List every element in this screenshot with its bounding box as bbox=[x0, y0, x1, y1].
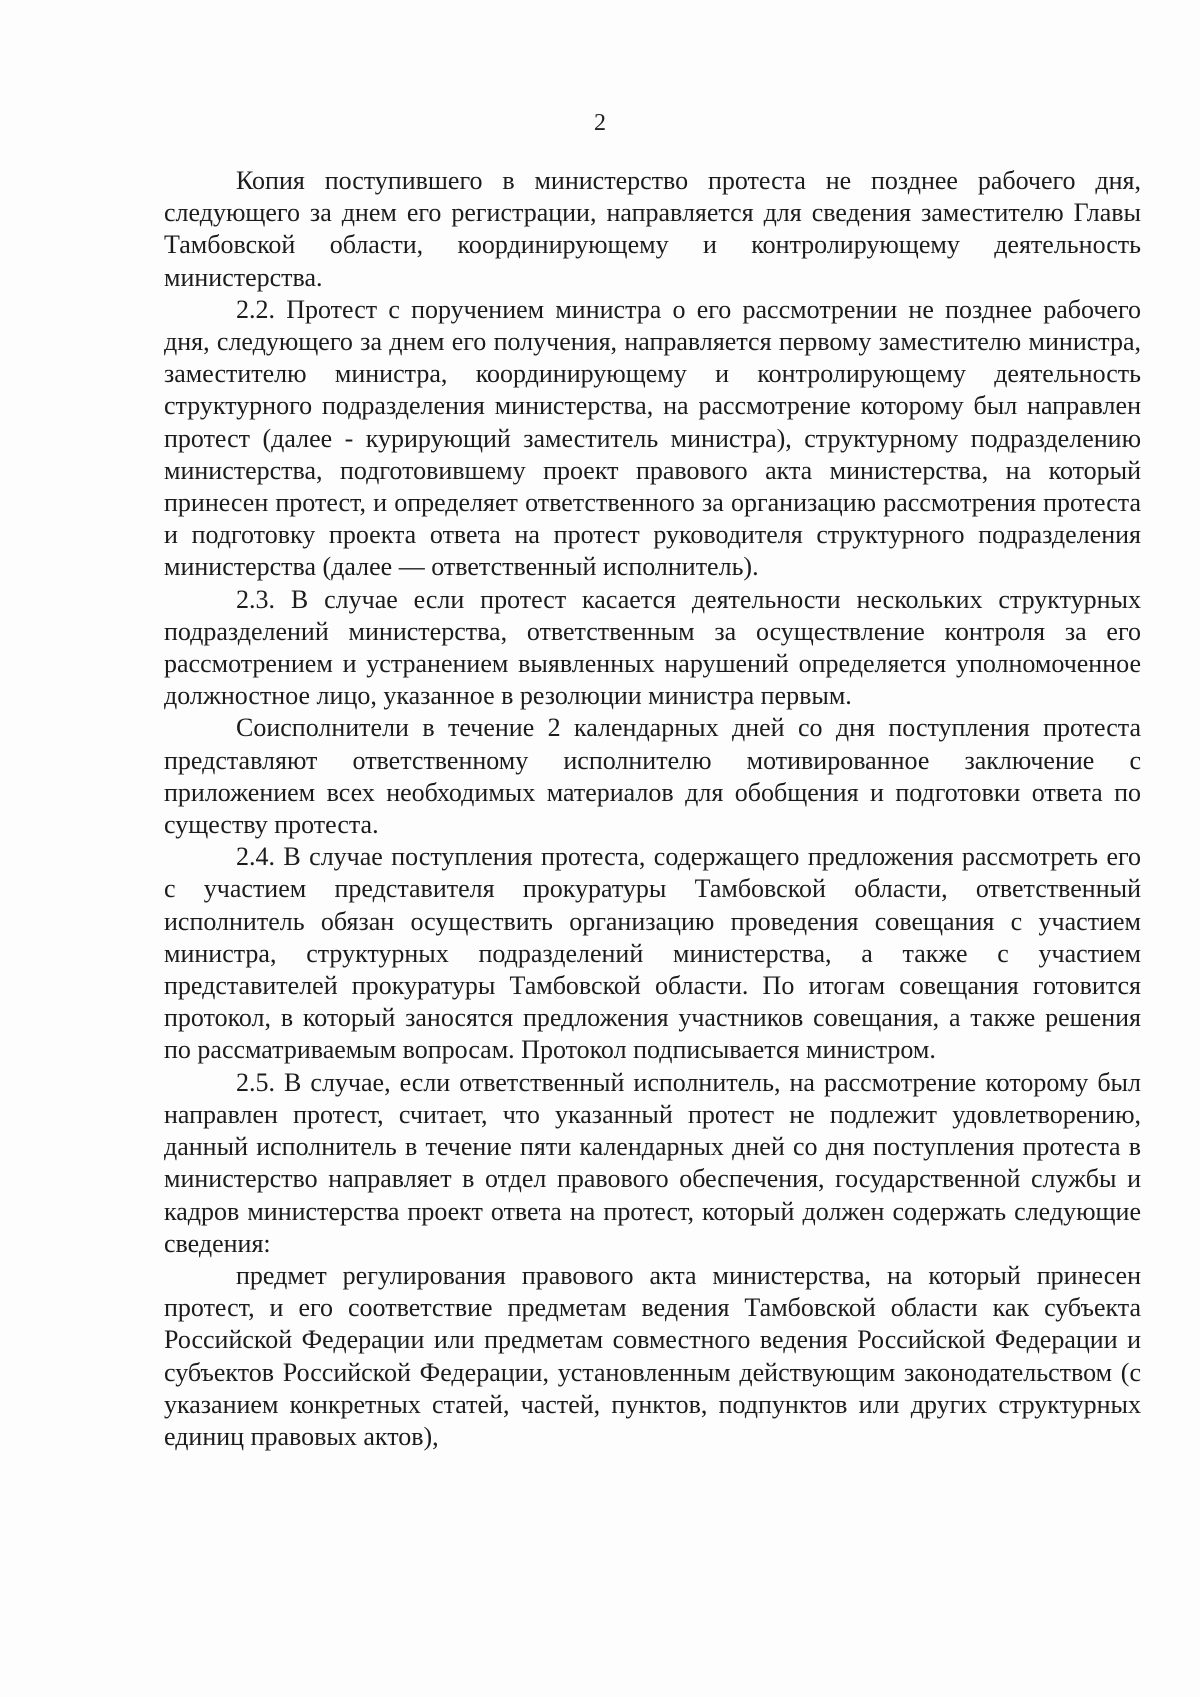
paragraph-coexecutors: Соисполнители в течение 2 календарных дней со дня поступления протеста представляют ответственному исполнителю мотивированное заключение с приложением всех необходимых материалов для обобщения и подготовки ответа по существу протеста. bbox=[164, 713, 1141, 840]
paragraph-regulation-subject: предмет регулирования правового акта министерства, на который принесен протест, и его соответствие предметам ведения Тамбовской области как субъекта Российской Федерации или предметам совместного ведения Российской Федерации и субъектов Российской Федерации, установленным действующим законодательством (с указанием конкретных статей, частей, пунктов, подпунктов или других структурных единиц правовых актов), bbox=[164, 1260, 1141, 1451]
paragraph-2-5: 2.5. В случае, если ответственный исполнитель, на рассмотрение которому был направлен протест, считает, что указанный протест не подлежит удовлетворению, данный исполнитель в течение пяти календарных дней со дня поступления протеста в министерство направляет в отдел правового обеспечения, государственной службы и кадров министерства проект ответа на протест, который должен содержать следующие сведения: bbox=[164, 1067, 1141, 1258]
paragraph-copy-protest: Копия поступившего в министерство протеста не позднее рабочего дня, следующего за днем его регистрации, направляется для сведения заместителю Главы Тамбовской области, координирующему и контролирующему деятельность министерства. bbox=[164, 166, 1141, 292]
paragraph-2-3: 2.3. В случае если протест касается деятельности нескольких структурных подразделений министерства, ответственным за осуществление контроля за его рассмотрением и устранением выявленных нарушений определяется уполномоченное должностное лицо, указанное в резолюции министра первым. bbox=[164, 584, 1141, 711]
document-body bbox=[164, 165, 1141, 1453]
page-number: 2 bbox=[594, 110, 606, 136]
paragraph-2-4: 2.4. В случае поступления протеста, содержащего предложения рассмотреть его с участием представителя прокуратуры Тамбовской области, ответственный исполнитель обязан осуществить организацию проведения совещания с участием министра, структурных подразделений министерства, а также с участием представителей прокуратуры Тамбовской области. По итогам совещания готовится протокол, в который заносятся предложения участников совещания, а также решения по рассматриваемым вопросам. Протокол подписывается министром. bbox=[164, 842, 1141, 1065]
paragraph-2-2: 2.2. Протест с поручением министра о его рассмотрении не позднее рабочего дня, следующего за днем его получения, направляется первому заместителю министра, заместителю министра, координирующему и контролирующему деятельность структурного подразделения министерства, на рассмотрение которому был направлен протест (далее - курирующий заместитель министра), структурному подразделению министерства, подготовившему проект правового акта министерства, на который принесен протест, и определяет ответственного за организацию рассмотрения протеста и подготовку проекта ответа на протест руководителя структурного подразделения министерства (далее — ответственный исполнитель). bbox=[164, 294, 1141, 582]
